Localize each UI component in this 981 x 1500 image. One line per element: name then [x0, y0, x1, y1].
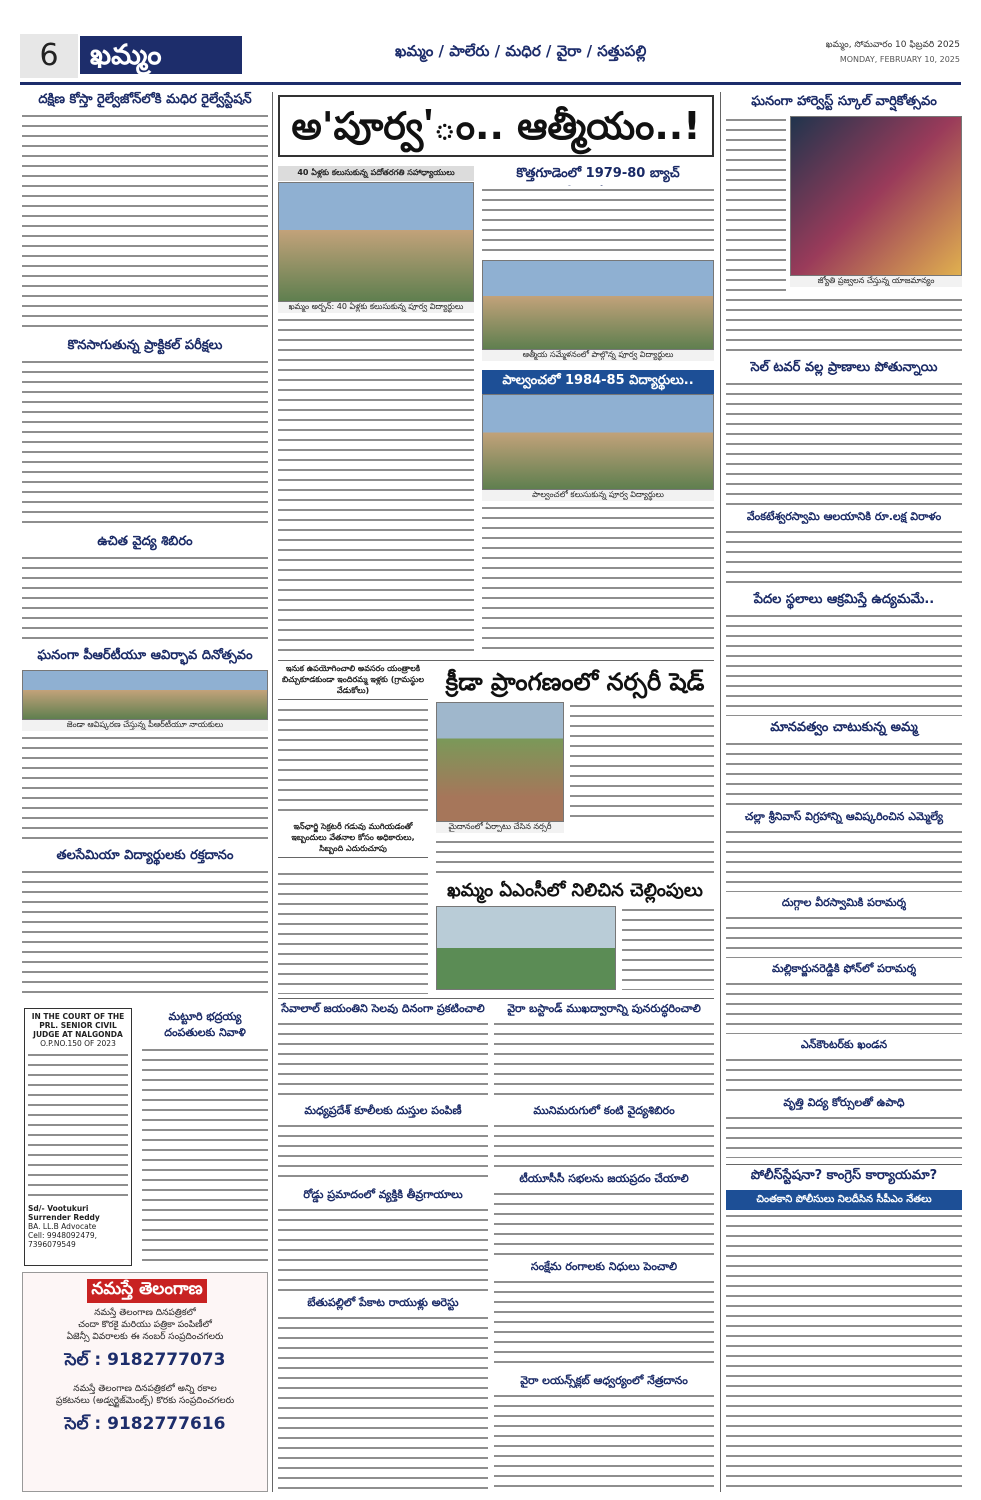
article-headline: మధ్యప్రదేశ్ కూలీలకు దుస్తుల పంపిణీ: [304, 1104, 462, 1117]
article-headline: వైరా లయన్స్‌క్లబ్ ఆధ్వర్యంలో నేత్రదానం: [520, 1374, 688, 1387]
section-places: ఖమ్మం / పాలేరు / మధిర / వైరా / సత్తుపల్లి: [395, 42, 647, 60]
article-body: [22, 734, 268, 844]
article-body: [726, 612, 962, 716]
court-signature-title: BA. LL.B Advocate: [28, 1222, 97, 1231]
article-body: [436, 838, 714, 874]
ad-line: చందా కొరకై మరియు పత్రికా పంపిణీలో: [78, 1320, 212, 1330]
page-number: 6: [39, 38, 59, 73]
article-headline: టీయూసీసీ సభలను జయప్రదం చేయాలి: [519, 1172, 689, 1185]
news-photo: [790, 116, 962, 276]
divider: [278, 998, 714, 999]
article-subheadline: చింతకాని పోలీసులు నిలదీసిన సీపీఎం నేతలు: [726, 1190, 962, 1210]
court-line: JUDGE AT NALGONDA: [33, 1030, 123, 1039]
sub-headline-box: ఇన్‌ఛార్జి సెక్రటరీ గడువు ముగియడంతో ఇబ్బందులు వేతనాల కోసం అధికారులు, సిబ్బంది ఎదురుచూపు: [278, 822, 428, 858]
article-headline: ఉచిత వైద్య శిబిరం: [97, 534, 193, 549]
photo-caption: జెండా ఆవిష్కరణ చేస్తున్న పీఆర్‌టీయూ నాయకులు: [22, 720, 268, 731]
court-case-number: O.P.NO.150 OF 2023: [40, 1039, 116, 1048]
article-body: [482, 504, 714, 652]
photo-caption: మైదానంలో ఏర్పాటు చేసిన నర్సరీ: [436, 822, 564, 833]
article-headline: సేవాలాల్ జయంతిని సెలవు దినంగా ప్రకటించాలి: [281, 1002, 485, 1015]
article-headline: దక్షిణ కోస్తా రైల్వేజోన్‌లోకి మధిర రైల్వేస్టేషన్: [38, 92, 252, 107]
ad-phone: సెల్ : 9182777616: [64, 1414, 226, 1434]
ad-line: నమస్తే తెలంగాణ దినపత్రికలో: [94, 1308, 196, 1318]
article-body: [494, 1190, 714, 1256]
article-headline: కొత్తగూడెంలో 1979-80 బ్యాచ్: [516, 166, 680, 181]
news-photo: [436, 906, 616, 990]
photo-caption: ఖమ్మం అర్బన్: 40 ఏళ్లకు కలుసుకున్న పూర్వ విద్యార్థులు: [278, 302, 474, 313]
article-headline: ఖమ్మం ఏఎంసీలో నిలిచిన చెల్లింపులు: [447, 880, 703, 901]
divider: [278, 660, 714, 661]
column-divider: [720, 92, 721, 1492]
ad-line: నమస్తే తెలంగాణ దినపత్రికలో అన్ని రకాల: [73, 1384, 217, 1394]
article-headline: వైరా బస్టాండ్ ముఖద్వారాన్ని పునరుద్ధరించాలి: [507, 1002, 701, 1015]
article-body: [278, 1314, 488, 1490]
article-body: [726, 380, 962, 506]
article-body: [142, 1046, 268, 1264]
article-body: [482, 186, 714, 256]
section-title: ఖమ్మం: [80, 36, 242, 74]
date-english: MONDAY, FEBRUARY 10, 2025: [839, 55, 960, 64]
article-headline: మట్టూరి భద్రయ్య దంపతులకు నివాళి: [164, 1010, 246, 1039]
article-body: [726, 828, 962, 892]
article-headline: చల్లా శ్రీనివాస్ విగ్రహాన్ని ఆవిష్కరించిన ఎమ్మెల్యే: [744, 810, 944, 823]
article-body: [726, 528, 962, 588]
article-headline: దుగ్గాల వీరస్వామికి పరామర్శ: [781, 896, 907, 909]
article-body: [726, 1114, 962, 1158]
article-body: [278, 316, 474, 652]
article-headline: ఘనంగా హార్వెస్ట్ స్కూల్ వార్షికోత్సవం: [751, 94, 937, 109]
article-headline: ఎన్‌కౌంటర్‌కు ఖండన: [800, 1038, 888, 1051]
court-signature: Sd/- Vootukuri Surrender Reddy: [28, 1204, 100, 1222]
article-body: [494, 1392, 714, 1490]
article-body: [726, 980, 962, 1034]
article-headline: సంక్షేమ రంగాలకు నిధులు పెంచాలి: [530, 1260, 678, 1273]
article-body: [726, 1056, 962, 1092]
article-body: [726, 116, 786, 292]
article-headline: బేతుపల్లిలో పేకాట రాయుళ్లు అరెస్టు: [307, 1296, 459, 1309]
sub-headline: 40 ఏళ్లకు కలుసుకున్న పదోతరగతి సహాధ్యాయులు: [278, 166, 474, 181]
article-body: [726, 296, 962, 356]
article-body: [278, 706, 428, 818]
article-headline: మల్లికార్జునరెడ్డికి ఫోన్‌లో పరామర్శ: [771, 962, 917, 975]
news-photo: [278, 182, 474, 302]
article-body: [22, 868, 268, 1000]
article-headline: రోడ్డు ప్రమాదంలో వ్యక్తికి తీవ్రగాయాలు: [303, 1188, 463, 1201]
ad-phone: సెల్ : 9182777073: [64, 1350, 226, 1370]
article-headline: మునిమరుగులో కంటి వైద్యశిబిరం: [533, 1104, 675, 1117]
article-headline: పోలీస్‌స్టేషనా? కాంగ్రెస్ కార్యాయమా?: [750, 1168, 938, 1183]
article-headline: తలసేమియా విద్యార్థులకు రక్తదానం: [56, 848, 234, 863]
article-headline: పాల్వంచలో 1984-85 విద్యార్థులు..: [482, 370, 714, 394]
article-body: [278, 870, 428, 994]
banner-headline: అ'పూర్వ'ం.. ఆత్మీయం..!: [291, 104, 701, 148]
date-telugu: ఖమ్మం, సోమవారం 10 ఫిబ్రవరి 2025: [825, 40, 960, 50]
news-photo: [436, 702, 564, 822]
article-body: [278, 1020, 488, 1100]
divider: [726, 1164, 962, 1165]
article-body: [278, 1206, 488, 1292]
article-headline: మానవత్వం చాటుకున్న అమ్మ: [770, 720, 918, 735]
court-phone: Cell: 9948092479, 7396079549: [28, 1231, 98, 1249]
ad-line: ప్రకటనలు (అడ్వర్టైజ్‌మెంట్స్) కొరకు సంప్రదించగలరు: [55, 1396, 235, 1406]
article-body: [726, 740, 962, 806]
article-body: [22, 112, 268, 334]
photo-caption: ఆత్మీయ సమ్మేళనంలో పాల్గొన్న పూర్వ విద్యార్థులు: [482, 350, 714, 361]
article-body: [726, 914, 962, 958]
article-headline: పేదల స్థలాలు ఆక్రమిస్తే ఉద్యమమే..: [753, 592, 935, 607]
article-body: [494, 1278, 714, 1370]
ad-brand: నమస్తే తెలంగాణ: [87, 1279, 207, 1303]
page-number-box: [20, 34, 78, 78]
article-body: [622, 906, 714, 990]
news-photo: [482, 394, 714, 490]
article-body: [494, 1020, 714, 1100]
article-headline: క్రీడా ప్రాంగణంలో నర్సరీ షెడ్: [445, 668, 705, 696]
article-headline: సెల్ టవర్ వల్ల ప్రాణాలు పోతున్నాయి: [750, 360, 938, 375]
photo-caption: పాల్వంచలో కలుసుకున్న పూర్వ విద్యార్థులు: [482, 490, 714, 501]
article-body: [22, 358, 268, 530]
article-body: [278, 1122, 488, 1184]
banner-box: [278, 95, 714, 157]
article-headline: ఘనంగా పీఆర్‌టీయూ ఆవిర్భావ దినోత్సవం: [37, 648, 253, 663]
court-line: PRL. SENIOR CIVIL: [39, 1021, 117, 1030]
news-photo: [482, 260, 714, 350]
article-body: [726, 1212, 962, 1490]
subscription-ad: [22, 1272, 268, 1492]
article-body: [494, 1122, 714, 1168]
sub-headline-box: ఇనుక ఉపయోగించాలి అవసరం యంత్రాలకి బిచ్చుకూడకుండా ఇందిరమ్మ ఇళ్లకు (గ్రామస్థుల వేడుకోలు): [278, 664, 428, 700]
news-photo: [22, 670, 268, 720]
article-body: [570, 702, 714, 818]
court-notice-body: [28, 1051, 128, 1201]
court-line: IN THE COURT OF THE: [31, 1012, 125, 1021]
article-body: [22, 554, 268, 644]
article-headline: వేంకటేశ్వరస్వామి ఆలయానికి రూ.లక్ష విరాళం: [746, 510, 942, 523]
ad-line: ఏజెన్సీ వివరాలకు ఈ నంబర్ సంప్రదించగలరు: [66, 1332, 224, 1342]
masthead-rule: [20, 82, 961, 85]
photo-caption: జ్యోతి ప్రజ్వలన చేస్తున్న యాజమాన్యం: [790, 276, 962, 287]
article-headline: వృత్తి విద్య కోర్సులతో ఉపాధి: [783, 1096, 905, 1109]
article-headline: కొనసాగుతున్న ప్రాక్టికల్ పరీక్షలు: [67, 338, 223, 353]
column-divider: [272, 92, 273, 1492]
court-notice: [24, 1008, 132, 1266]
